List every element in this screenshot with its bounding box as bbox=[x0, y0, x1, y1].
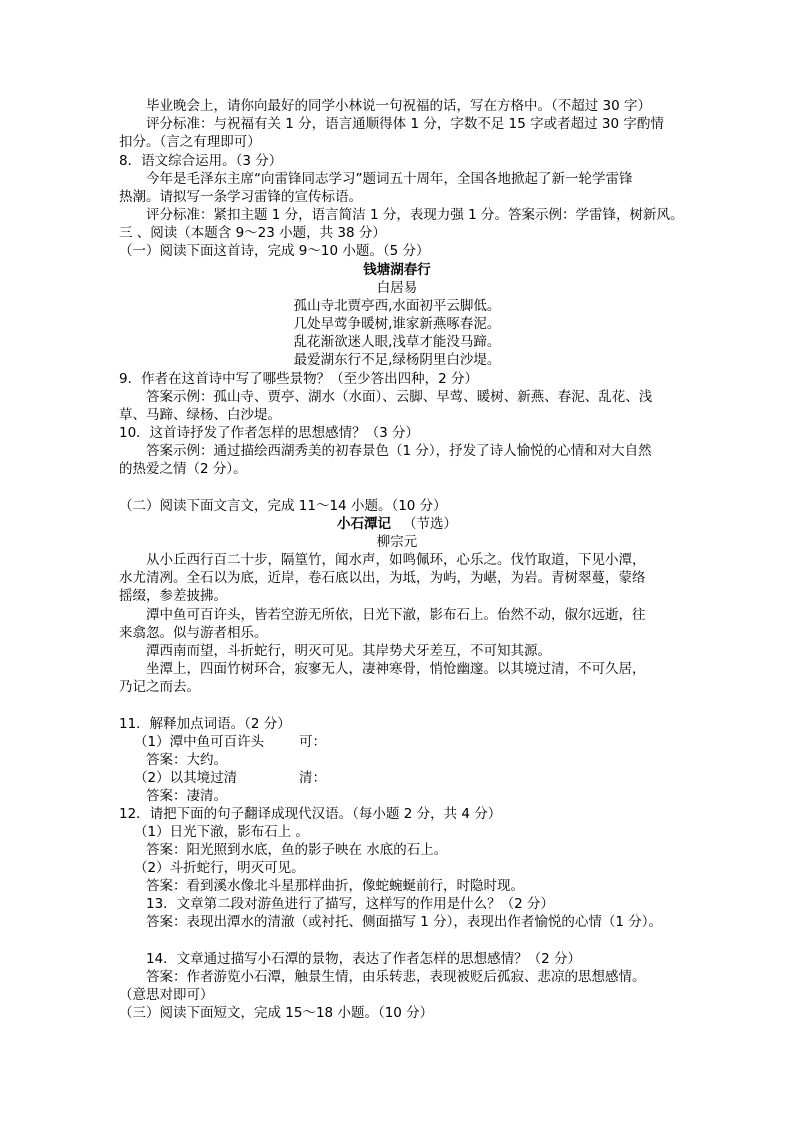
answer-line: 答案：表现出潭水的清澈（或衬托、侧面描写 1 分），表现出作者愉悦的心情（1 分）。 bbox=[146, 914, 663, 930]
question-heading: 9．作者在这首诗中写了哪些景物？（至少答出四种，2 分） bbox=[119, 371, 478, 387]
text-line: 评分标准：紧扣主题 1 分，语言简洁 1 分，表现力强 1 分。答案示例：学雷锋，树新风。 bbox=[146, 207, 684, 223]
prose-line: 潭中鱼可百许头，皆若空游无所依，日光下澈，影布石上。佁然不动，俶尔远逝，往 bbox=[146, 607, 646, 623]
question-heading: 11．解释加点词语。（2 分） bbox=[119, 716, 291, 732]
text-line: 今年是毛泽东主席“向雷锋同志学习”题词五十周年，全国各地掀起了新一轮学雷锋 bbox=[146, 171, 633, 187]
subsection-heading: （二）阅读下面文言文，完成 11～14 小题。（10 分） bbox=[119, 498, 447, 514]
prose-author: 柳宗元 bbox=[376, 534, 418, 550]
blank-label: 可： bbox=[299, 734, 326, 750]
text-line: 热潮。请拟写一条学习雷锋的宣传标语。 bbox=[119, 189, 362, 205]
question-heading: 13．文章第二段对游鱼进行了描写，这样写的作用是什么？（2 分） bbox=[146, 896, 555, 912]
text-line: 扣分。（言之有理即可） bbox=[119, 134, 261, 150]
answer-line: 的热爱之情（2 分）。 bbox=[119, 461, 247, 477]
sub-question: （1）潭中鱼可百许头 bbox=[134, 734, 265, 750]
text-line: 毕业晚会上，请你向最好的同学小林说一句祝福的话，写在方格中。（不超过 30 字） bbox=[146, 98, 652, 114]
prose-line: 潭西南而望，斗折蛇行，明灭可见。其岸势犬牙差互，不可知其源。 bbox=[146, 643, 551, 659]
answer-line: 答案：阳光照到水底，鱼的影子映在 水底的石上。 bbox=[146, 842, 448, 858]
answer-line: 答案示例：孤山寺、贾亭、湖水（水面）、云脚、早莺、暖树、新燕、春泥、乱花、浅 bbox=[146, 389, 653, 405]
subsection-heading: （三）阅读下面短文，完成 15～18 小题。（10 分） bbox=[119, 1005, 434, 1021]
prose-title: 小石潭记 bbox=[337, 516, 391, 532]
prose-line: 坐潭上，四面竹树环合，寂寥无人，凄神寒骨，悄怆幽邃。以其境过清，不可久居， bbox=[146, 661, 646, 677]
poem-line: 几处早莺争暖树,谁家新燕啄春泥。 bbox=[293, 316, 501, 332]
sub-question: （1）日光下澈，影布石上 。 bbox=[134, 824, 309, 840]
section-heading: 三 、阅读（本题含 9～23 小题，共 38 分） bbox=[119, 225, 386, 241]
poem-title: 钱塘湖春行 bbox=[363, 262, 431, 278]
poem-line: 最爱湖东行不足,绿杨阴里白沙堤。 bbox=[293, 352, 501, 368]
prose-line: 摇缀，参差披拂。 bbox=[119, 588, 227, 604]
text-line: 评分标准：与祝福有关 1 分，语言通顺得体 1 分，字数不足 15 字或者超过 30 字酌情 bbox=[146, 116, 664, 132]
question-heading: 10．这首诗抒发了作者怎样的思想感情？（3 分） bbox=[119, 425, 420, 441]
blank-label: 清： bbox=[299, 770, 326, 786]
question-heading: 8．语文综合运用。（3 分） bbox=[119, 153, 283, 169]
prose-line: 水尤清冽。全石以为底，近岸，卷石底以出，为坻，为屿，为嵁，为岩。青树翠蔓，蒙络 bbox=[119, 570, 646, 586]
answer-line: 答案示例：通过描绘西湖秀美的初春景色（1 分），抒发了诗人愉悦的心情和对大自然 bbox=[146, 443, 652, 459]
answer-line: 答案：大约。 bbox=[146, 752, 227, 768]
answer-line: 答案：凄清。 bbox=[146, 788, 227, 804]
poem-line: 孤山寺北贾亭西,水面初平云脚低。 bbox=[293, 298, 501, 314]
poem-author: 白居易 bbox=[376, 280, 418, 296]
sub-question: （2）以其境过清 bbox=[134, 770, 238, 786]
answer-line: 草、马蹄、绿杨、白沙堤。 bbox=[119, 407, 281, 423]
prose-title-note: （节选） bbox=[403, 516, 457, 532]
prose-line: 乃记之而去。 bbox=[119, 679, 200, 695]
question-heading: 14．文章通过描写小石潭的景物，表达了作者怎样的思想感情？（2 分） bbox=[146, 951, 582, 967]
poem-line: 乱花渐欲迷人眼,浅草才能没马蹄。 bbox=[293, 334, 501, 350]
sub-question: （2）斗折蛇行，明灭可见。 bbox=[134, 860, 305, 876]
prose-line: 来翕忽。似与游者相乐。 bbox=[119, 625, 268, 641]
question-heading: 12．请把下面的句子翻译成现代汉语。（每小题 2 分，共 4 分） bbox=[119, 806, 502, 822]
subsection-heading: （一）阅读下面这首诗，完成 9～10 小题。（5 分） bbox=[119, 243, 430, 259]
prose-line: 从小丘西行百二十步，隔篁竹，闻水声，如鸣佩环，心乐之。伐竹取道，下见小潭， bbox=[146, 552, 646, 568]
answer-line: 答案：作者游览小石潭，触景生情，由乐转悲，表现被贬后孤寂、悲凉的思想感情。 bbox=[146, 969, 646, 985]
answer-line: （意思对即可） bbox=[119, 987, 214, 1003]
answer-line: 答案：看到溪水像北斗星那样曲折，像蛇蜿蜒前行，时隐时现。 bbox=[146, 878, 524, 894]
